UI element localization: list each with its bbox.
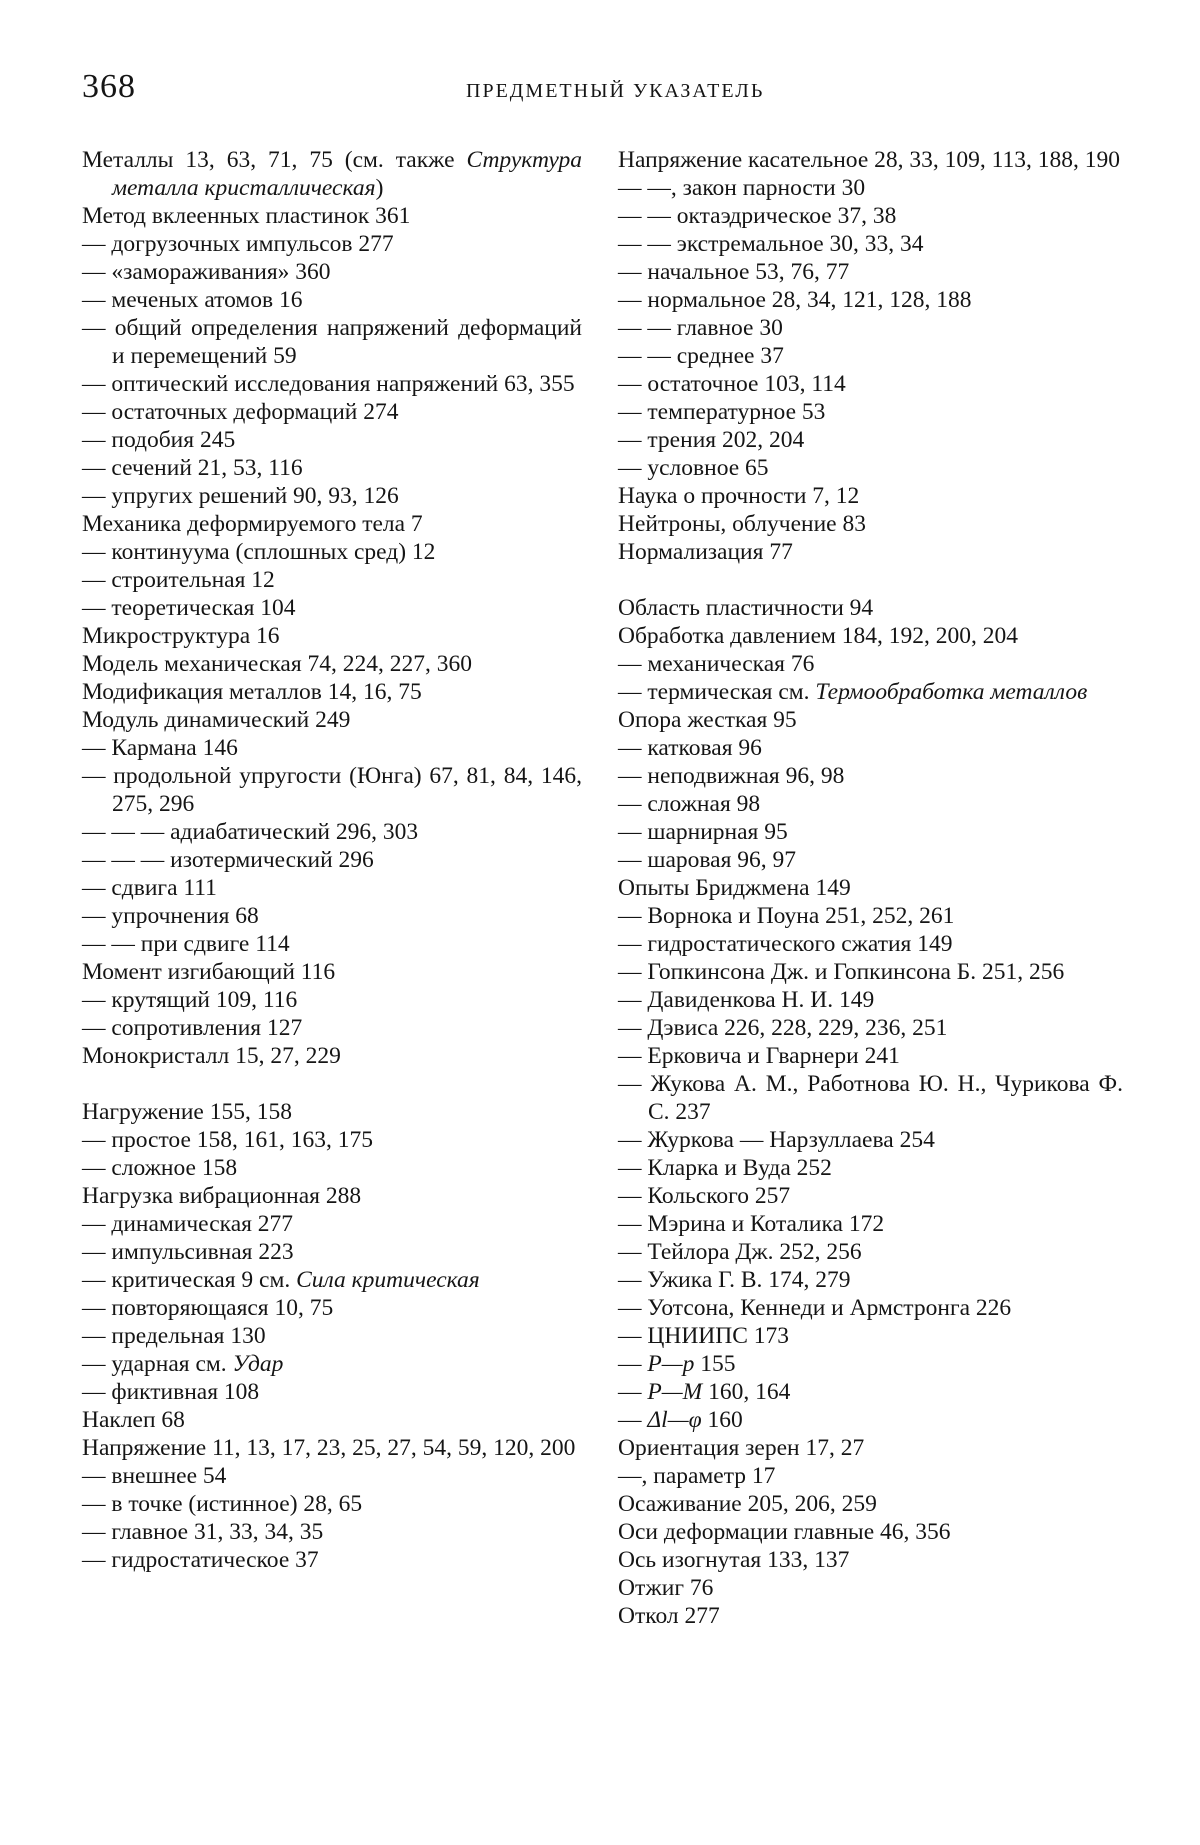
index-entry [618,1406,1123,1434]
entry-text-tail: 160, 164 [702,1379,791,1405]
entry-text: — — среднее 37 [618,343,784,369]
entry-text: — сопротивления 127 [82,1015,303,1041]
index-entry [82,706,582,734]
entry-text: — фиктивная 108 [82,1379,260,1405]
index-entry [618,1518,1123,1546]
entry-text: — гидростатического сжатия 149 [618,931,953,957]
entry-text-tail: ) [375,175,384,201]
entry-text: — шарнирная 95 [618,819,788,845]
entry-text: — [618,1407,648,1433]
entry-text: Наука о прочности 7, 12 [618,483,860,509]
entry-text: — шаровая 96, 97 [618,847,797,873]
index-entry [82,930,582,958]
entry-text: —, параметр 17 [618,1463,776,1489]
entry-text: Нагрузка вибрационная 288 [82,1183,362,1209]
entry-text: — Дэвиса 226, 228, 229, 236, 251 [618,1015,948,1041]
running-title: ПРЕДМЕТНЫЙ УКАЗАТЕЛЬ [466,80,765,102]
index-entry [618,622,1123,650]
index-entry [82,1014,582,1042]
entry-text: Опыты Бриджмена 149 [618,875,851,901]
entry-text: — меченых атомов 16 [82,287,303,313]
index-entry [618,1602,1123,1630]
entry-text: — Ворнока и Поуна 251, 252, 261 [618,903,955,929]
index-entry [82,818,582,846]
entry-text: Нагружение 155, 158 [82,1099,292,1125]
entry-text: — —, закон парности 30 [618,175,866,201]
entry-text: — «замораживания» 360 [82,259,331,285]
entry-text: Опора жесткая 95 [618,707,797,733]
index-entry [82,1406,582,1434]
index-entry [82,1462,582,1490]
entry-text: Метод вклеенных пластинок 361 [82,203,411,229]
entry-text: Механика деформируемого тела 7 [82,511,423,537]
entry-text: — неподвижная 96, 98 [618,763,845,789]
entry-text: — упругих решений 90, 93, 126 [82,483,399,509]
index-entry [82,1434,582,1462]
index-entry [82,146,582,202]
entry-text: — критическая 9 см. [82,1267,297,1293]
entry-text: — термическая см. [618,679,816,705]
index-column-right [618,146,1123,1630]
index-entry [82,1098,582,1126]
index-entry [82,1294,582,1322]
entry-text: — Мэрина и Коталика 172 [618,1211,885,1237]
index-entry [82,1042,582,1070]
index-entry [82,650,582,678]
index-entry [618,538,1123,566]
index-entry [618,762,1123,790]
entry-text: — [618,1379,648,1405]
entry-text: Монокристалл 15, 27, 229 [82,1043,341,1069]
index-entry [618,874,1123,902]
entry-text: Наклеп 68 [82,1407,185,1433]
entry-text: — начальное 53, 76, 77 [618,259,850,285]
index-entry [82,482,582,510]
index-entry [82,734,582,762]
index-entry [618,1266,1123,1294]
entry-text: — Кларка и Вуда 252 [618,1155,832,1181]
index-entry [82,1518,582,1546]
entry-text: — сдвига 111 [82,875,217,901]
index-entry [618,230,1123,258]
index-entry [618,258,1123,286]
index-entry [82,1210,582,1238]
page-number: 368 [82,68,136,105]
index-entry [82,1378,582,1406]
index-entry [82,762,582,818]
entry-text: — Кольского 257 [618,1183,791,1209]
index-entry [82,258,582,286]
entry-text: Отжиг 76 [618,1575,714,1601]
entry-text: Модификация металлов 14, 16, 75 [82,679,422,705]
entry-text: — динамическая 277 [82,1211,294,1237]
index-entry [618,1070,1123,1126]
entry-cross-reference: Термообработка металлов [815,679,1088,705]
entry-text: — ЦНИИПС 173 [618,1323,790,1349]
entry-text: — трения 202, 204 [618,427,805,453]
entry-text: Момент изгибающий 116 [82,959,336,985]
index-entry [82,622,582,650]
entry-cross-reference: P—p [647,1351,695,1377]
entry-text: — механическая 76 [618,651,815,677]
entry-text: — в точке (истинное) 28, 65 [82,1491,363,1517]
index-entry [82,426,582,454]
index-entry [618,1154,1123,1182]
index-entry [618,370,1123,398]
entry-text: Модель механическая 74, 224, 227, 360 [82,651,473,677]
index-entry [618,986,1123,1014]
index-entry [618,426,1123,454]
entry-text: Осаживание 205, 206, 259 [618,1491,877,1517]
entry-text: — сложное 158 [82,1155,238,1181]
index-entry [82,1490,582,1518]
index-entry [82,454,582,482]
entry-text: — Ужика Г. В. 174, 279 [618,1267,851,1293]
index-entry [618,650,1123,678]
entry-text: — простое 158, 161, 163, 175 [82,1127,374,1153]
entry-cross-reference: Структура металла кристаллическая [112,147,582,201]
index-entry [618,286,1123,314]
index-entry [82,1126,582,1154]
index-entry [82,1546,582,1574]
index-entry [618,734,1123,762]
entry-text: — Уотсона, Кеннеди и Армстронга 226 [618,1295,1012,1321]
index-entry [618,958,1123,986]
entry-text: — — — изотермический 296 [82,847,374,873]
index-entry [618,790,1123,818]
entry-text: — крутящий 109, 116 [82,987,298,1013]
index-entry [618,594,1123,622]
index-entry [618,1126,1123,1154]
entry-text: Металлы 13, 63, 71, 75 (см. также [82,147,467,173]
entry-text: — [618,1351,648,1377]
index-entry [82,1322,582,1350]
entry-text: — повторяющаяся 10, 75 [82,1295,334,1321]
index-entry [618,678,1123,706]
entry-text: — — октаэдрическое 37, 38 [618,203,897,229]
index-entry [618,1574,1123,1602]
index-entry [618,846,1123,874]
index-entry [82,1238,582,1266]
index-entry [618,510,1123,538]
entry-text: Откол 277 [618,1603,720,1629]
entry-text: Модуль динамический 249 [82,707,351,733]
entry-text: Область пластичности 94 [618,595,874,621]
index-entry [82,986,582,1014]
entry-text: — температурное 53 [618,399,826,425]
entry-text: — Кармана 146 [82,735,238,761]
entry-text: — продольной упругости (Юнга) 67, 81, 84, 146, 275, 296 [82,763,582,817]
index-entry [82,1154,582,1182]
entry-text: — предельная 130 [82,1323,266,1349]
index-entry [618,454,1123,482]
index-entry [618,1490,1123,1518]
entry-text: — догрузочных импульсов 277 [82,231,394,257]
index-entry [618,1238,1123,1266]
entry-text: Нормализация 77 [618,539,793,565]
entry-text: — общий определения напряжений деформаций и перемещений 59 [82,315,582,369]
entry-text: Напряжение касательное 28, 33, 109, 113, 188, 190 [618,147,1121,173]
index-entry [618,1462,1123,1490]
entry-text: — Давиденкова Н. И. 149 [618,987,875,1013]
entry-cross-reference: Δl—φ [647,1407,702,1433]
index-entry [618,1434,1123,1462]
entry-text-tail: 160 [701,1407,743,1433]
index-entry [82,1266,582,1294]
index-entry [82,846,582,874]
entry-text: — условное 65 [618,455,769,481]
index-entry [618,1210,1123,1238]
entry-text: — строительная 12 [82,567,275,593]
index-entry [618,1014,1123,1042]
entry-text: — континуума (сплошных сред) 12 [82,539,436,565]
entry-text: — упрочнения 68 [82,903,259,929]
index-entry [82,678,582,706]
index-entry [82,286,582,314]
entry-text: Оси деформации главные 46, 356 [618,1519,951,1545]
entry-text: — — — адиабатический 296, 303 [82,819,419,845]
index-entry [618,342,1123,370]
entry-text: — сложная 98 [618,791,761,817]
index-entry [618,930,1123,958]
index-entry [618,1546,1123,1574]
index-entry [82,958,582,986]
entry-text: Нейтроны, облучение 83 [618,511,866,537]
index-entry [618,1182,1123,1210]
index-entry [82,314,582,370]
index-entry [618,314,1123,342]
index-entry [618,1042,1123,1070]
entry-text: Обработка давлением 184, 192, 200, 204 [618,623,1019,649]
entry-text: Ось изогнутая 133, 137 [618,1547,850,1573]
entry-text: — Тейлора Дж. 252, 256 [618,1239,862,1265]
entry-text: — — экстремальное 30, 33, 34 [618,231,924,257]
entry-text: — — главное 30 [618,315,783,341]
index-entry [82,1182,582,1210]
entry-text: — главное 31, 33, 34, 35 [82,1519,324,1545]
entry-cross-reference: P—M [647,1379,703,1405]
entry-text: — Ерковича и Гварнери 241 [618,1043,900,1069]
index-entry [618,1350,1123,1378]
entry-cross-reference: Удар [232,1351,284,1377]
entry-text: — ударная см. [82,1351,233,1377]
entry-text: — гидростатическое 37 [82,1547,319,1573]
index-entry [618,902,1123,930]
index-entry [82,538,582,566]
index-entry [82,874,582,902]
entry-text: — Жукова А. М., Работнова Ю. Н., Чурикова Ф. С. 237 [618,1071,1123,1125]
index-entry [618,398,1123,426]
index-entry [82,370,582,398]
index-entry [82,566,582,594]
index-entry [618,146,1123,174]
index-entry [618,174,1123,202]
index-entry [82,510,582,538]
entry-text: — импульсивная 223 [82,1239,294,1265]
index-column-left [82,146,582,1574]
entry-text: — Гопкинсона Дж. и Гопкинсона Б. 251, 256 [618,959,1065,985]
entry-cross-reference: Сила критическая [296,1267,480,1293]
index-entry [82,594,582,622]
entry-text: — остаточных деформаций 274 [82,399,399,425]
index-entry [618,202,1123,230]
entry-text: — внешнее 54 [82,1463,227,1489]
entry-text: Ориентация зерен 17, 27 [618,1435,865,1461]
entry-text: — катковая 96 [618,735,762,761]
index-entry [618,482,1123,510]
index-entry [618,1322,1123,1350]
entry-text: Напряжение 11, 13, 17, 23, 25, 27, 54, 59, 120, 200 [82,1435,576,1461]
index-entry [618,1294,1123,1322]
index-entry [82,202,582,230]
entry-text: — остаточное 103, 114 [618,371,846,397]
index-entry [82,398,582,426]
index-entry [82,1350,582,1378]
entry-text: — теоретическая 104 [82,595,296,621]
entry-text: Микроструктура 16 [82,623,280,649]
entry-text-tail: 155 [694,1351,736,1377]
entry-text: — подобия 245 [82,427,236,453]
index-entry [82,902,582,930]
entry-text: — Журкова — Нарзуллаева 254 [618,1127,935,1153]
index-entry [618,706,1123,734]
entry-text: — — при сдвиге 114 [82,931,290,957]
index-entry [618,818,1123,846]
index-entry [82,230,582,258]
entry-text: — нормальное 28, 34, 121, 128, 188 [618,287,972,313]
entry-text: — сечений 21, 53, 116 [82,455,303,481]
entry-text: — оптический исследования напряжений 63, 355 [82,371,575,397]
index-entry [618,1378,1123,1406]
